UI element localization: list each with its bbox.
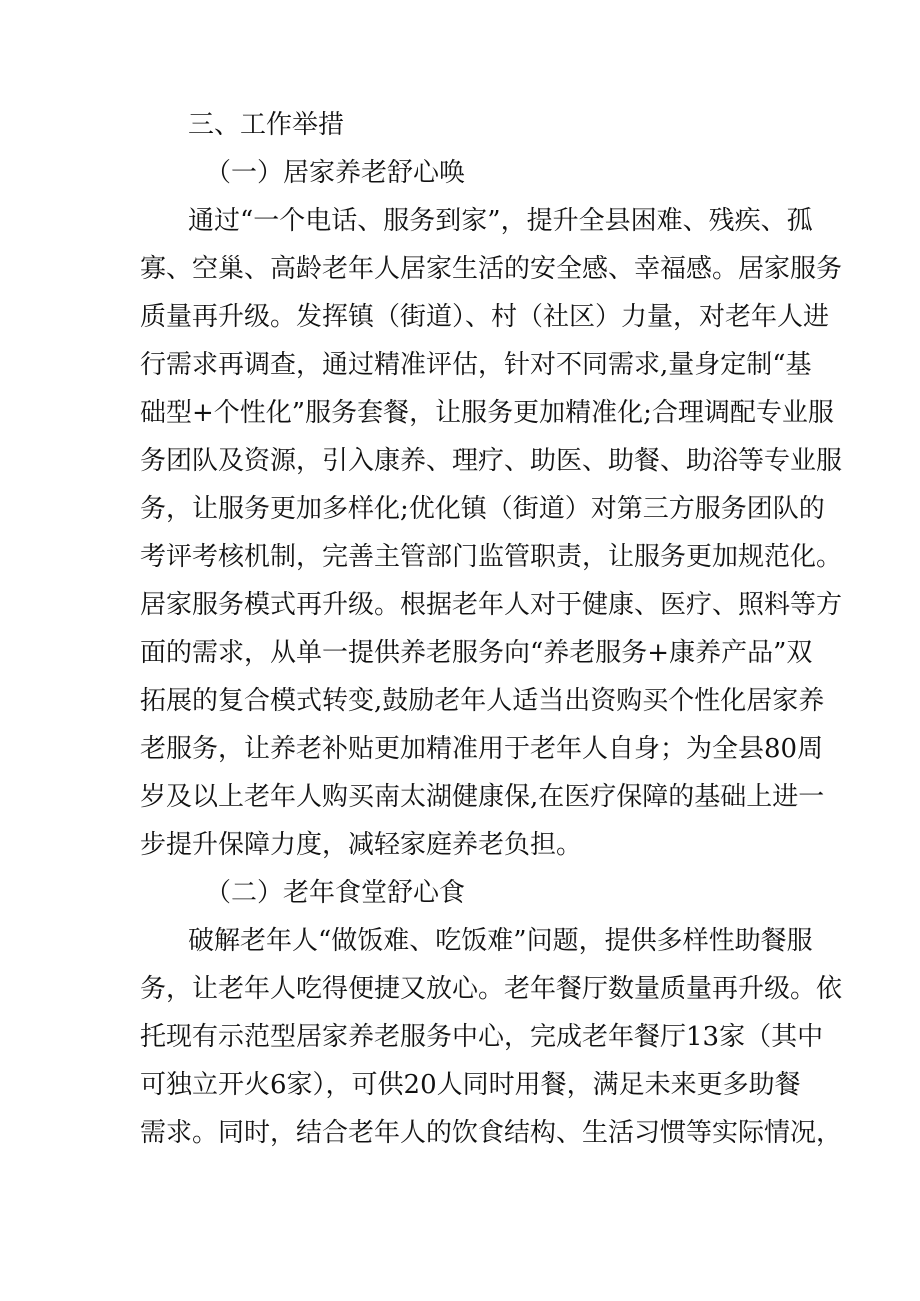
subsection-heading-2: （二）老年食堂舒心食 bbox=[205, 878, 466, 908]
paragraph-line: 行需求再调查，通过精准评估，针对不同需求,量身定制“基 bbox=[140, 350, 812, 380]
paragraph-line: 寡、空巢、高龄老年人居家生活的安全感、幸福感。居家服务 bbox=[140, 254, 843, 284]
paragraph-line: 面的需求，从单一提供养老服务向“养老服务+康养产品”双 bbox=[140, 638, 813, 668]
paragraph-line: 老服务，让养老补贴更加精准用于老年人自身；为全县80周 bbox=[140, 734, 824, 764]
paragraph-line: 需求。同时，结合老年人的饮食结构、生活习惯等实际情况， bbox=[140, 1118, 843, 1148]
paragraph-line: 破解老年人“做饭难、吃饭难”问题，提供多样性助餐服 bbox=[188, 926, 813, 956]
paragraph-line: 务，让老年人吃得便捷又放心。老年餐厅数量质量再升级。依 bbox=[140, 974, 843, 1004]
paragraph-line: 岁及以上老年人购买南太湖健康保,在医疗保障的基础上进一 bbox=[140, 782, 825, 812]
paragraph-line: 拓展的复合模式转变,鼓励老年人适当出资购买个性化居家养 bbox=[140, 686, 825, 716]
paragraph-line: 质量再升级。发挥镇（街道）、村（社区）力量，对老年人进 bbox=[140, 302, 830, 332]
paragraph-line: 务，让服务更加多样化;优化镇（街道）对第三方服务团队的 bbox=[140, 494, 825, 524]
paragraph-line: 通过“一个电话、服务到家”，提升全县困难、残疾、孤 bbox=[188, 206, 813, 236]
paragraph-line: 托现有示范型居家养老服务中心，完成老年餐厅13家（其中 bbox=[140, 1022, 824, 1052]
paragraph-line: 可独立开火6家），可供20人同时用餐，满足未来更多助餐 bbox=[140, 1070, 801, 1100]
section-heading-main: 三、工作举措 bbox=[188, 110, 345, 140]
paragraph-line: 步提升保障力度，减轻家庭养老负担。 bbox=[140, 830, 583, 860]
subsection-heading-1: （一）居家养老舒心唤 bbox=[205, 158, 466, 188]
paragraph-line: 务团队及资源，引入康养、理疗、助医、助餐、助浴等专业服 bbox=[140, 446, 843, 476]
paragraph-line: 础型+个性化”服务套餐，让服务更加精准化;合理调配专业服 bbox=[140, 398, 834, 428]
paragraph-line: 考评考核机制，完善主管部门监管职责，让服务更加规范化。 bbox=[140, 542, 843, 572]
paragraph-line: 居家服务模式再升级。根据老年人对于健康、医疗、照料等方 bbox=[140, 590, 843, 620]
